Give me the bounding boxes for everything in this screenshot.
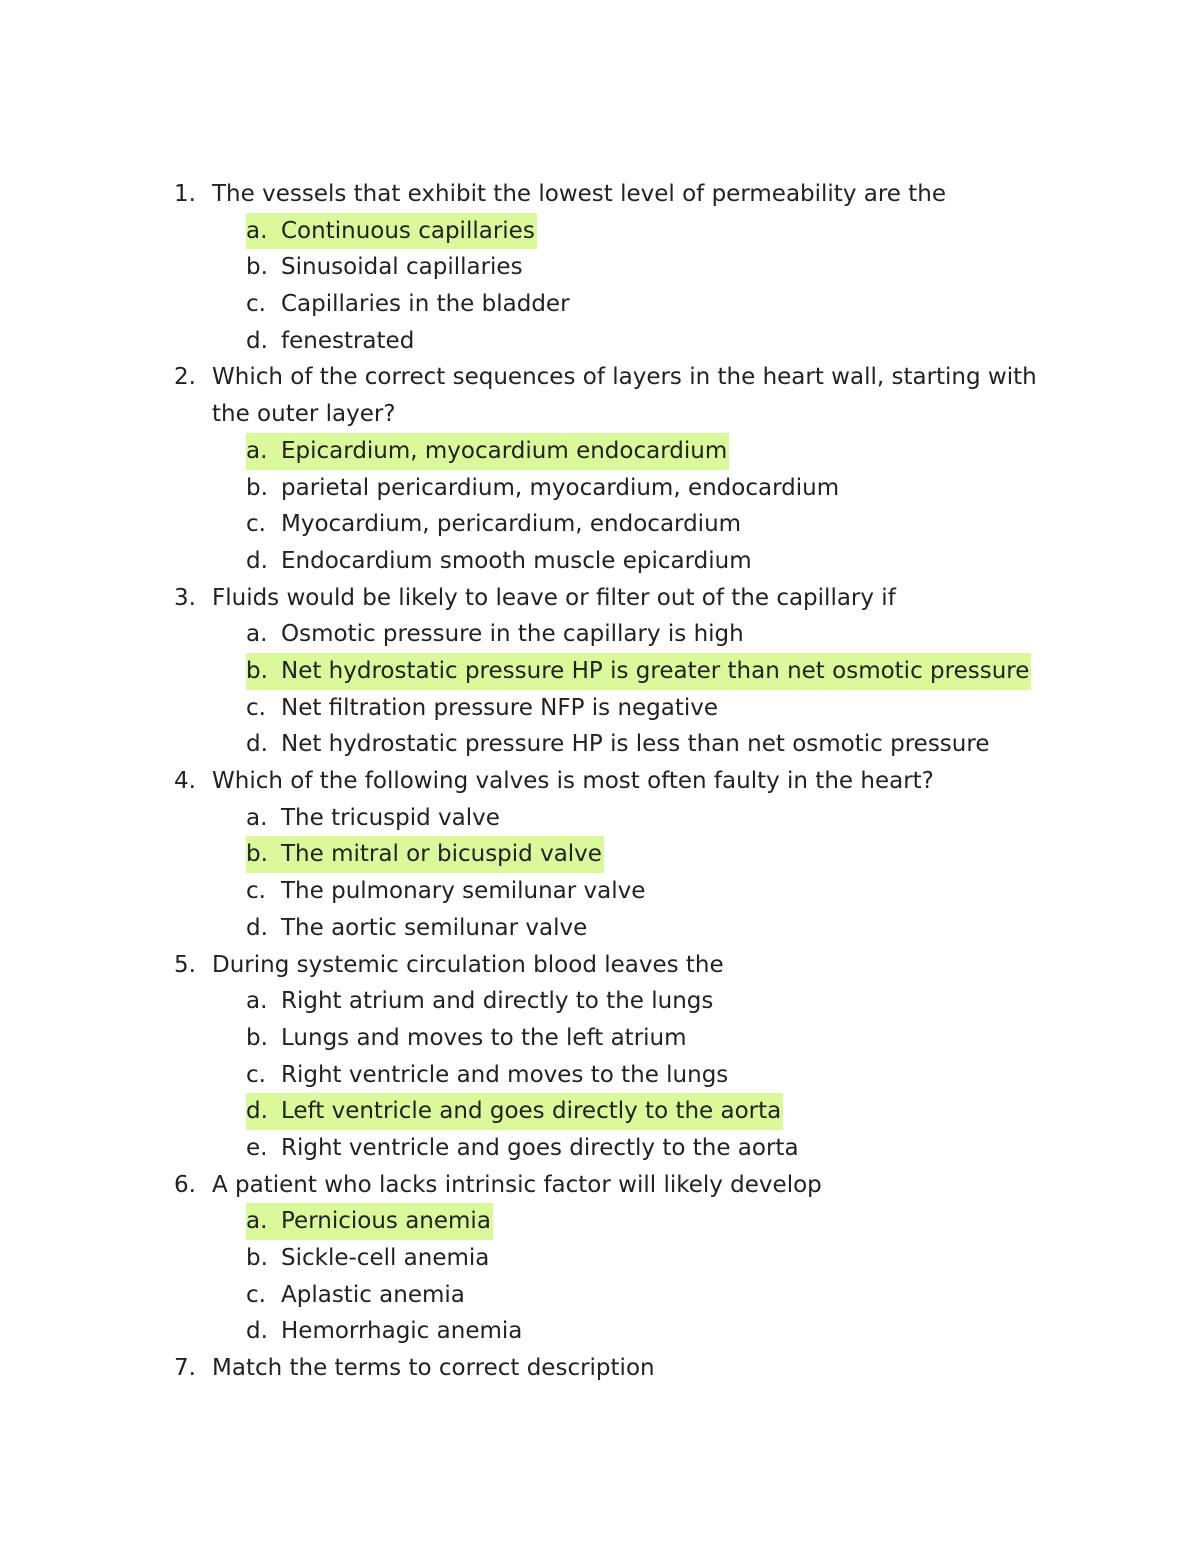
answer-option (246, 1057, 1074, 1094)
answer-text-wrap (246, 249, 525, 286)
option-text: The mitral or bicuspid valve (281, 841, 602, 868)
answer-option (246, 506, 1074, 543)
question-1 (174, 176, 1074, 213)
question-text: A patient who lacks intrinsic factor will likely develop (212, 1171, 822, 1198)
option-letter: a. (246, 437, 268, 464)
option-text: Lungs and moves to the left atrium (281, 1024, 687, 1051)
answer-option (246, 1130, 1074, 1167)
question-7 (174, 1350, 1074, 1387)
option-letter: b. (246, 474, 268, 501)
question-number: 5. (174, 951, 196, 978)
question-number: 2. (174, 364, 196, 391)
answer-option (246, 1313, 1074, 1350)
option-text: The aortic semilunar valve (281, 914, 588, 941)
answer-option (246, 1203, 1074, 1240)
option-text: Left ventricle and goes directly to the aorta (281, 1098, 782, 1125)
answer-option (246, 470, 1074, 507)
answer-option (246, 690, 1074, 727)
option-text: Hemorrhagic anemia (281, 1318, 523, 1345)
question-number: 3. (174, 584, 196, 611)
option-text: Osmotic pressure in the capillary is high (281, 621, 744, 648)
answer-text-wrap (246, 506, 743, 543)
option-letter: c. (246, 291, 266, 318)
answer-option (246, 800, 1074, 837)
option-text: Myocardium, pericardium, endocardium (281, 511, 742, 538)
answer-text-wrap (246, 873, 647, 910)
highlighted-answer (246, 836, 604, 873)
highlighted-answer (246, 213, 537, 250)
question-5 (174, 947, 1074, 984)
answer-text-wrap (246, 1020, 689, 1057)
option-letter: a. (246, 988, 268, 1015)
answer-option (246, 433, 1074, 470)
question-text: Which of the following valves is most often faulty in the heart? (212, 768, 934, 795)
option-letter: c. (246, 1061, 266, 1088)
answer-option (246, 286, 1074, 323)
option-letter: d. (246, 1098, 268, 1125)
option-text: Net hydrostatic pressure HP is less than net osmotic pressure (281, 731, 990, 758)
question-number: 1. (174, 181, 196, 207)
answer-option (246, 249, 1074, 286)
option-letter: b. (246, 1245, 268, 1272)
answer-text-wrap (246, 1277, 467, 1314)
option-text: Capillaries in the bladder (281, 291, 570, 318)
answer-option (246, 543, 1074, 580)
question-6 (174, 1167, 1074, 1204)
answer-option (246, 983, 1074, 1020)
option-text: parietal pericardium, myocardium, endocardium (281, 474, 840, 501)
option-letter: a. (246, 621, 268, 648)
highlighted-answer (246, 653, 1031, 690)
option-letter: d. (246, 1318, 268, 1345)
answer-text-wrap (246, 1057, 730, 1094)
option-letter: c. (246, 694, 266, 721)
option-letter: b. (246, 1024, 268, 1051)
question-number: 6. (174, 1171, 196, 1198)
question-3 (174, 580, 1074, 617)
answer-text-wrap (246, 1240, 491, 1277)
highlighted-answer (246, 433, 729, 470)
question-text: During systemic circulation blood leaves the (212, 951, 724, 978)
answer-option (246, 873, 1074, 910)
answer-text-wrap (246, 470, 841, 507)
option-letter: b. (246, 841, 268, 868)
option-text: Pernicious anemia (281, 1208, 491, 1235)
answer-option (246, 836, 1074, 873)
answer-text-wrap (246, 1313, 524, 1350)
option-letter: a. (246, 804, 268, 831)
option-text: Continuous capillaries (281, 217, 535, 244)
question-2 (174, 359, 1074, 432)
question-text: Which of the correct sequences of layers in the heart wall, starting with the outer layer? (212, 364, 1037, 428)
answer-option (246, 1020, 1074, 1057)
option-letter: d. (246, 327, 268, 354)
option-text: fenestrated (281, 327, 415, 354)
option-letter: a. (246, 217, 268, 244)
answer-text-wrap (246, 323, 416, 360)
option-letter: c. (246, 878, 266, 905)
option-letter: c. (246, 1281, 266, 1308)
answer-option (246, 910, 1074, 947)
option-letter: b. (246, 254, 268, 281)
option-text: Net hydrostatic pressure HP is greater than net osmotic pressure (281, 658, 1030, 684)
option-letter: a. (246, 1208, 268, 1235)
option-letter: b. (246, 658, 268, 684)
question-number: 4. (174, 768, 196, 795)
option-letter: d. (246, 731, 268, 758)
question-4 (174, 763, 1074, 800)
highlighted-answer (246, 1203, 493, 1240)
answer-option (246, 1240, 1074, 1277)
answer-text-wrap (246, 800, 502, 837)
question-text: The vessels that exhibit the lowest level of permeability are the (212, 181, 947, 207)
option-letter: c. (246, 511, 266, 538)
option-text: Right ventricle and moves to the lungs (281, 1061, 729, 1088)
answer-text-wrap (246, 616, 746, 653)
answer-text-wrap (246, 983, 715, 1020)
option-text: The pulmonary semilunar valve (281, 878, 646, 905)
option-text: Sickle-cell anemia (281, 1245, 490, 1272)
option-text: Sinusoidal capillaries (281, 254, 523, 281)
option-text: Net filtration pressure NFP is negative (281, 694, 719, 721)
answer-text-wrap (246, 726, 991, 763)
highlighted-answer (246, 1093, 783, 1130)
answer-text-wrap (246, 286, 572, 323)
answer-option (246, 1093, 1074, 1130)
question-number: 7. (174, 1355, 196, 1382)
question-text: Fluids would be likely to leave or filter out of the capillary if (212, 584, 896, 611)
option-letter: e. (246, 1134, 268, 1161)
option-text: Right ventricle and goes directly to the aorta (281, 1134, 799, 1161)
answer-text-wrap (246, 910, 589, 947)
option-text: Epicardium, myocardium endocardium (281, 437, 728, 464)
answer-text-wrap (246, 1130, 801, 1167)
answer-option (246, 616, 1074, 653)
option-text: Aplastic anemia (281, 1281, 465, 1308)
option-letter: d. (246, 547, 268, 574)
option-text: The tricuspid valve (281, 804, 500, 831)
option-text: Endocardium smooth muscle epicardium (281, 547, 752, 574)
answer-option (246, 1277, 1074, 1314)
answer-option (246, 726, 1074, 763)
answer-option (246, 323, 1074, 360)
question-list (174, 176, 1074, 1387)
option-text: Right atrium and directly to the lungs (281, 988, 714, 1015)
answer-text-wrap (246, 690, 720, 727)
answer-option (246, 653, 1074, 690)
option-letter: d. (246, 914, 268, 941)
answer-option (246, 213, 1074, 250)
question-text: Match the terms to correct description (212, 1355, 655, 1382)
answer-text-wrap (246, 543, 754, 580)
